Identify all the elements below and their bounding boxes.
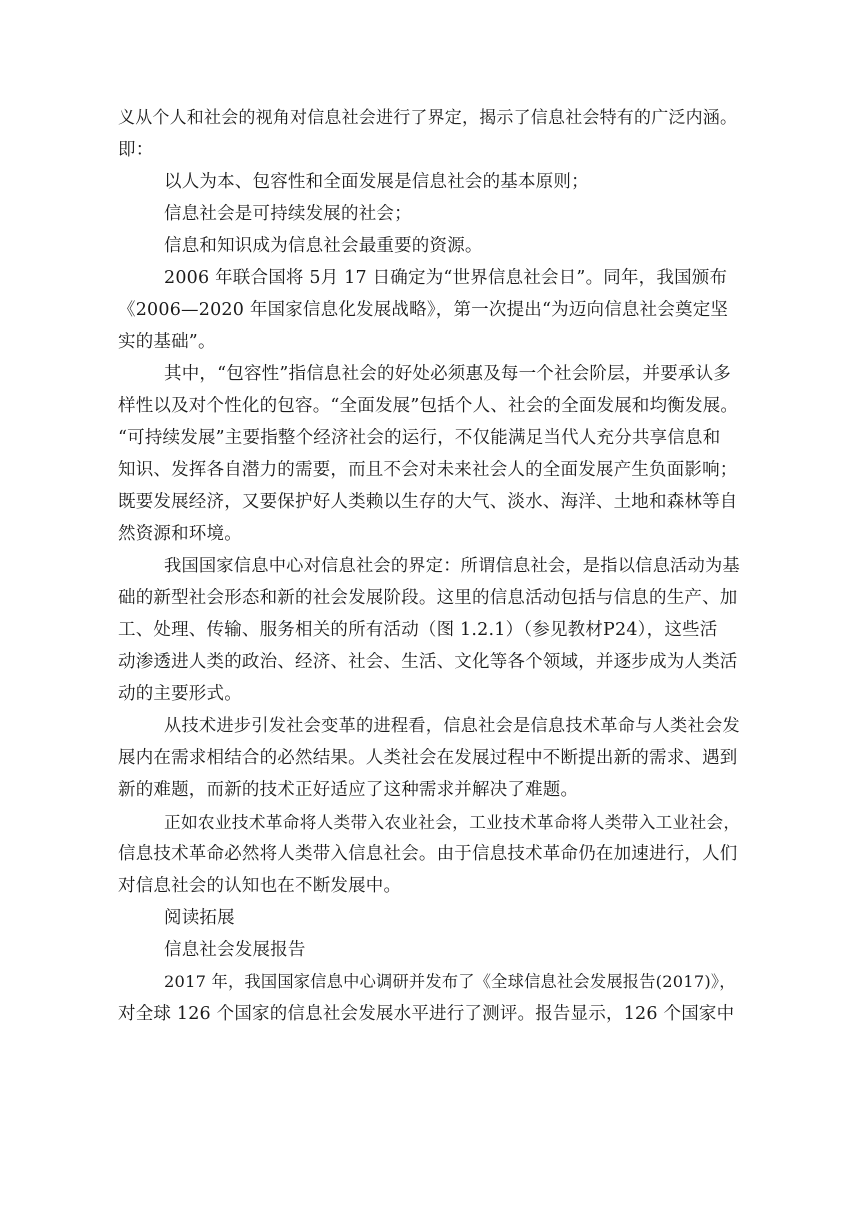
text-line: 阅读拓展 [164,908,235,928]
text-line: 信息技术革命必然将人类带入信息社会。由于信息技术革命仍在加速进行，人们 [118,844,738,864]
text-line: 即： [118,140,154,160]
text-line: 动的主要形式。 [118,684,242,704]
text-line: 知识、发挥各自潜力的需要，而且不会对未来社会人的全面发展产生负面影响； [118,460,738,480]
text-line: 实的基础”。 [118,332,216,352]
text-line: 《2006—2020 年国家信息化发展战略》，第一次提出“为迈向信息社会奠定坚 [118,300,729,320]
text-line: 以人为本、包容性和全面发展是信息社会的基本原则； [164,172,589,192]
text-line: 我国国家信息中心对信息社会的界定：所谓信息社会，是指以信息活动为基 [164,556,740,576]
text-line: 动渗透进人类的政治、经济、社会、生活、文化等各个领域，并逐步成为人类活 [118,652,738,672]
body-text [118,102,740,1030]
text-line: 信息和知识成为信息社会最重要的资源。 [164,236,483,256]
text-line: “可持续发展”主要指整个经济社会的运行，不仅能满足当代人充分共享信息和 [118,428,721,448]
text-line: 对全球 126 个国家的信息社会发展水平进行了测评。报告显示，126 个国家中 [118,1004,735,1024]
text-line: 2017 年，我国国家信息中心调研并发布了《全球信息社会发展报告(2017)》， [164,972,736,991]
text-line: 其中，“包容性”指信息社会的好处必须惠及每一个社会阶层，并要承认多 [164,364,731,384]
text-line: 信息社会是可持续发展的社会； [164,204,412,224]
text-line: 工、处理、传输、服务相关的所有活动（图 1.2.1）（参见教材P24），这些活 [118,620,718,640]
text-line: 新的难题，而新的技术正好适应了这种需求并解决了难题。 [118,780,579,800]
text-line: 础的新型社会形态和新的社会发展阶段。这里的信息活动包括与信息的生产、加 [118,588,738,608]
text-line: 2006 年联合国将 5月 17 日确定为“世界信息社会日”。同年，我国颁布 [164,268,728,288]
text-line: 从技术进步引发社会变革的进程看，信息社会是信息技术革命与人类社会发 [164,716,740,736]
text-line: 对信息社会的认知也在不断发展中。 [118,876,402,896]
text-line: 然资源和环境。 [118,524,242,544]
text-line: 展内在需求相结合的必然结果。人类社会在发展过程中不断提出新的需求、遇到 [118,748,738,768]
text-line: 信息社会发展报告 [164,940,306,960]
text-line: 正如农业技术革命将人类带入农业社会，工业技术革命将人类带入工业社会， [164,812,741,832]
text-line: 义从个人和社会的视角对信息社会进行了界定，揭示了信息社会特有的广泛内涵。 [118,108,738,128]
text-line: 样性以及对个性化的包容。“全面发展”包括个人、社会的全面发展和均衡发展。 [118,396,739,416]
text-line: 既要发展经济，又要保护好人类赖以生存的大气、淡水、海洋、土地和森林等自 [118,492,738,512]
